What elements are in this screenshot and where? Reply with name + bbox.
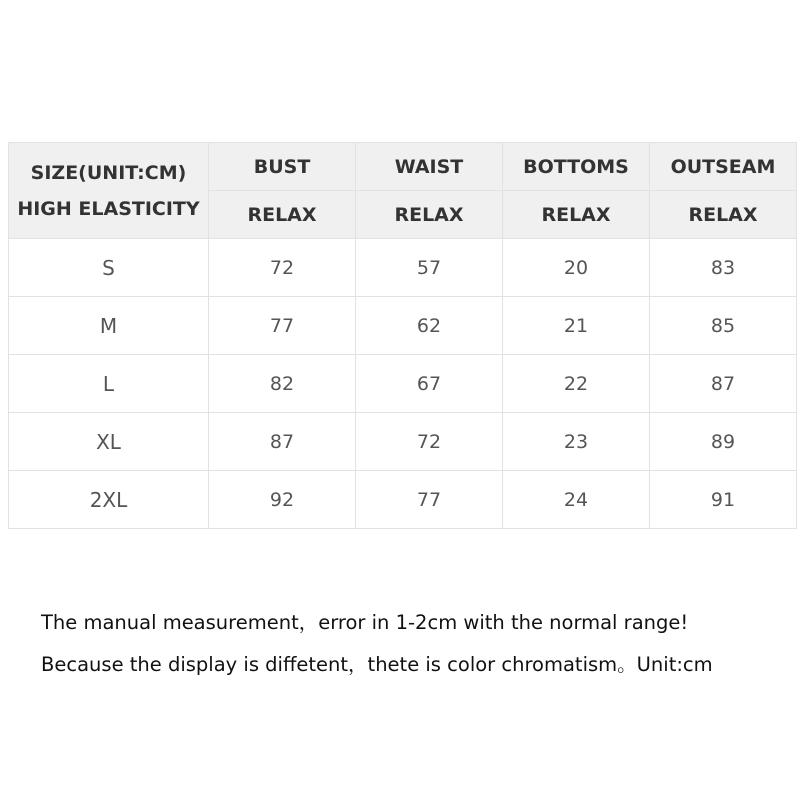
table-row (9, 355, 797, 413)
header-row-names (9, 143, 797, 191)
waist-cell: 72 (356, 413, 503, 471)
size-cell: L (9, 355, 209, 413)
bust-cell: 82 (209, 355, 356, 413)
bust-cell: 87 (209, 413, 356, 471)
table-row (9, 239, 797, 297)
column-header-outseam: OUTSEAM (650, 143, 797, 191)
color-unit-note: Because the display is diffetent，thete is color chromatism。Unit:cm (41, 653, 713, 676)
size-header-cell (9, 143, 209, 239)
table-row (9, 471, 797, 529)
bottoms-cell: 20 (503, 239, 650, 297)
table-header (9, 143, 797, 239)
bottoms-cell: 24 (503, 471, 650, 529)
outseam-cell: 91 (650, 471, 797, 529)
size-cell: M (9, 297, 209, 355)
waist-cell: 77 (356, 471, 503, 529)
size-cell: S (9, 239, 209, 297)
bust-cell: 92 (209, 471, 356, 529)
outseam-cell: 83 (650, 239, 797, 297)
elasticity-label: HIGH ELASTICITY (17, 197, 200, 220)
measurement-error-note: The manual measurement，error in 1-2cm with the normal range! (41, 611, 689, 634)
bottoms-cell: 21 (503, 297, 650, 355)
waist-cell: 62 (356, 297, 503, 355)
column-subheader-waist: RELAX (356, 191, 503, 239)
waist-cell: 57 (356, 239, 503, 297)
column-subheader-bust: RELAX (209, 191, 356, 239)
column-header-bottoms: BOTTOMS (503, 143, 650, 191)
measurement-notes (41, 602, 791, 686)
column-subheader-outseam: RELAX (650, 191, 797, 239)
size-chart-table (8, 142, 797, 529)
bottoms-cell: 23 (503, 413, 650, 471)
outseam-cell: 85 (650, 297, 797, 355)
table-row (9, 297, 797, 355)
waist-cell: 67 (356, 355, 503, 413)
size-cell: XL (9, 413, 209, 471)
table-body (9, 239, 797, 529)
bust-cell: 72 (209, 239, 356, 297)
bottoms-cell: 22 (503, 355, 650, 413)
size-cell: 2XL (9, 471, 209, 529)
column-subheader-bottoms: RELAX (503, 191, 650, 239)
bust-cell: 77 (209, 297, 356, 355)
table-row (9, 413, 797, 471)
size-unit-label: SIZE(UNIT:CM) (30, 161, 187, 184)
outseam-cell: 89 (650, 413, 797, 471)
column-header-waist: WAIST (356, 143, 503, 191)
column-header-bust: BUST (209, 143, 356, 191)
outseam-cell: 87 (650, 355, 797, 413)
